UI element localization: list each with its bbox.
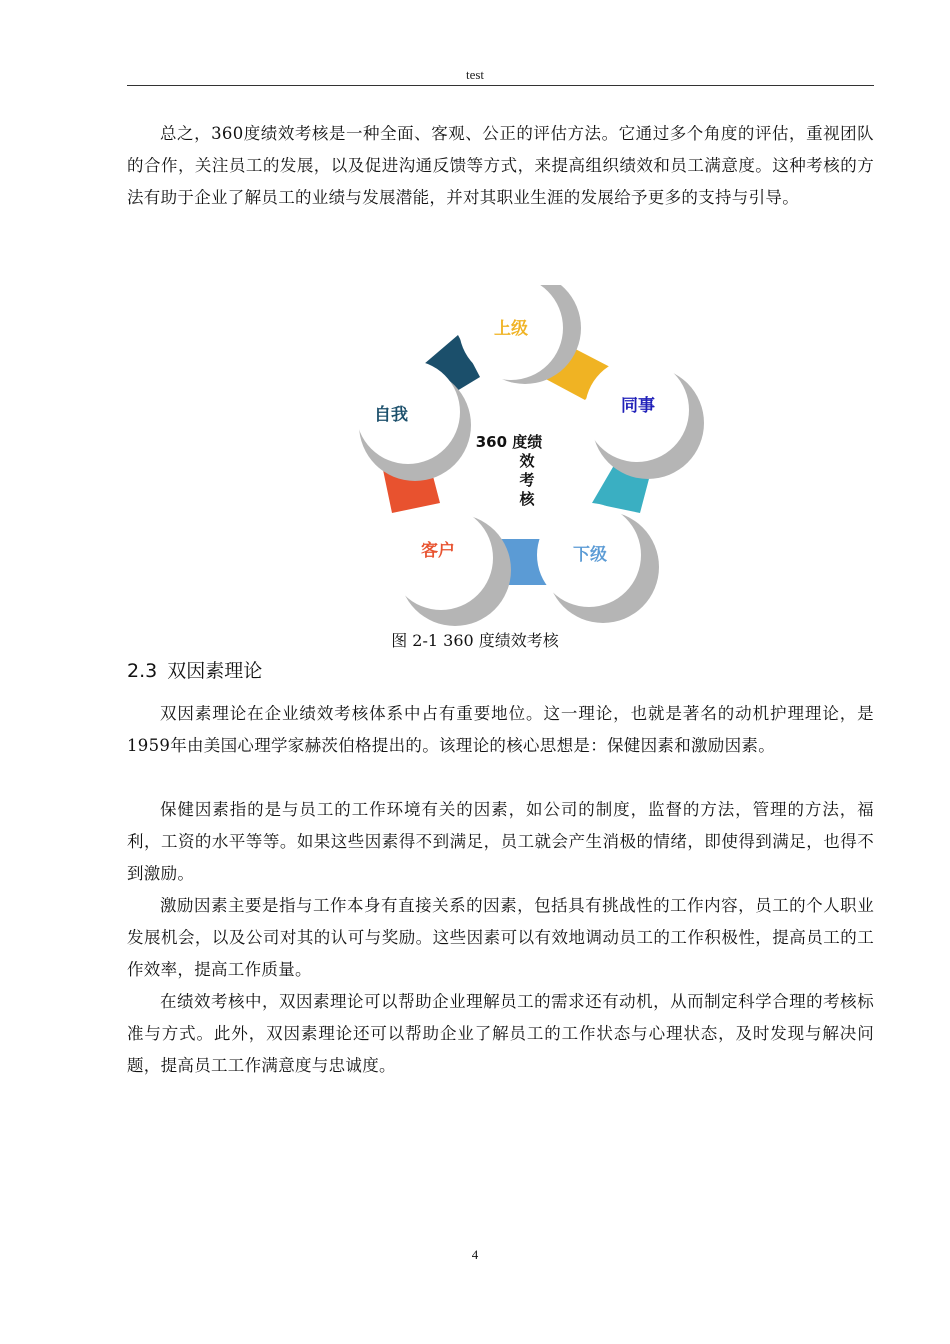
page-number: 4 xyxy=(471,1247,479,1262)
center-label-line-4: 核 xyxy=(519,490,535,508)
node-peer-label: 同事 xyxy=(621,396,655,416)
node-subordinate-label: 下级 xyxy=(573,545,607,565)
figure-caption: 图 2-1 360 度绩效考核 xyxy=(391,631,559,650)
section-heading xyxy=(127,656,262,683)
page-header: test xyxy=(465,67,485,82)
paragraph-summary: 总之，360度绩效考核是一种全面、客观、公正的评估方法。它通过多个角度的评估，重视团队的合作，关注员工的发展，以及促进沟通反馈等方式，来提高组织绩效和员工满意度。这种考核的方法有助于企业了解员工的业绩与发展潜能，并对其职业生涯的发展给予更多的支持与引导。 xyxy=(127,124,874,207)
center-label-line-3: 考 xyxy=(519,471,535,489)
paragraph-motivators: 激励因素主要是指与工作本身有直接关系的因素，包括具有挑战性的工作内容，员工的个人职业发展机会，以及公司对其的认可与奖励。这些因素可以有效地调动员工的工作积极性，提高员工的工作效率，提高工作质量。 xyxy=(127,896,874,979)
paragraph-application: 在绩效考核中，双因素理论可以帮助企业理解员工的需求还有动机，从而制定科学合理的考核标准与方式。此外，双因素理论还可以帮助企业了解员工的工作状态与心理状态，及时发现与解决问题，提高员工工作满意度与忠诚度。 xyxy=(127,992,874,1075)
diagram-center xyxy=(476,433,543,508)
paragraph-hygiene: 保健因素指的是与员工的工作环境有关的因素，如公司的制度，监督的方法，管理的方法，福利，工资的水平等等。如果这些因素得不到满足，员工就会产生消极的情绪，即使得到满足，也得不到激励。 xyxy=(127,800,874,883)
center-label-line-2: 效 xyxy=(519,452,535,470)
section-title: 双因素理论 xyxy=(167,660,263,682)
header-divider xyxy=(127,85,874,86)
node-self-label: 自我 xyxy=(374,405,408,425)
paragraph-intro: 双因素理论在企业绩效考核体系中占有重要地位。这一理论，也就是著名的动机护理理论，是1959年由美国心理学家赫茨伯格提出的。该理论的核心思想是：保健因素和激励因素。 xyxy=(127,704,874,755)
360-performance-diagram xyxy=(330,285,730,630)
node-customer-label: 客户 xyxy=(421,541,455,561)
node-superior-label: 上级 xyxy=(494,319,528,339)
center-label-line-1: 360 度绩 xyxy=(475,433,543,451)
node-self xyxy=(356,360,460,464)
section-number: 2.3 xyxy=(127,660,158,682)
node-peer xyxy=(585,358,689,462)
node-customer xyxy=(389,506,493,610)
node-subordinate xyxy=(537,503,641,607)
